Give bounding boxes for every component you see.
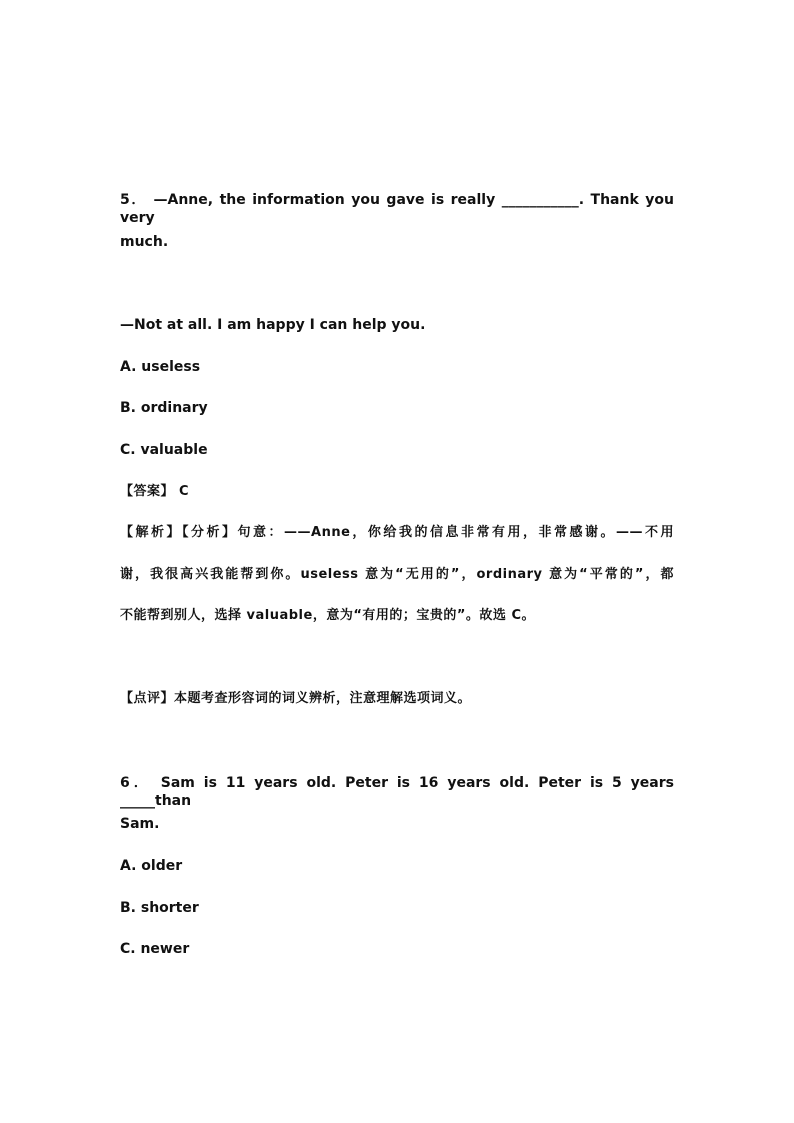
question-6-option-c: C. newer xyxy=(120,941,190,957)
question-5-analysis-line-3: 不能帮到别人，选择 valuable，意为“有用的；宝贵的”。故选 C。 xyxy=(120,608,535,623)
question-5-comment: 【点评】本题考查形容词的词义辨析，注意理解选项词义。 xyxy=(120,691,472,706)
question-6-option-b: B. shorter xyxy=(120,900,199,916)
question-5-stem-line-2: much. xyxy=(120,234,169,250)
question-6-stem-line-2: Sam. xyxy=(120,816,160,832)
question-5-answer: 【答案】 C xyxy=(120,484,190,499)
question-5-option-c: C. valuable xyxy=(120,442,208,458)
question-6-option-a: A. older xyxy=(120,858,183,874)
question-5-analysis-line-1: 【解析】【分析】句意：——Anne，你给我的信息非常有用，非常感谢。——不用 xyxy=(120,525,674,540)
question-5-stem-line-1 xyxy=(120,191,674,227)
question-5-number: 5． xyxy=(120,192,147,208)
question-5-option-b: B. ordinary xyxy=(120,400,208,416)
question-6-number: 6． xyxy=(120,775,152,791)
question-5-stem-text: —Anne, the information you gave is really ___________. Thank you very xyxy=(120,192,674,226)
question-5-reply: —Not at all. I am happy I can help you. xyxy=(120,317,426,333)
question-6-stem-text: Sam is 11 years old. Peter is 16 years old. Peter is 5 years _____than xyxy=(120,775,674,809)
question-6-stem-line-1 xyxy=(120,774,674,810)
question-5-analysis-line-2: 谢，我很高兴我能帮到你。useless 意为“无用的”，ordinary 意为“平常的”，都 xyxy=(120,567,674,582)
question-5-option-a: A. useless xyxy=(120,359,201,375)
